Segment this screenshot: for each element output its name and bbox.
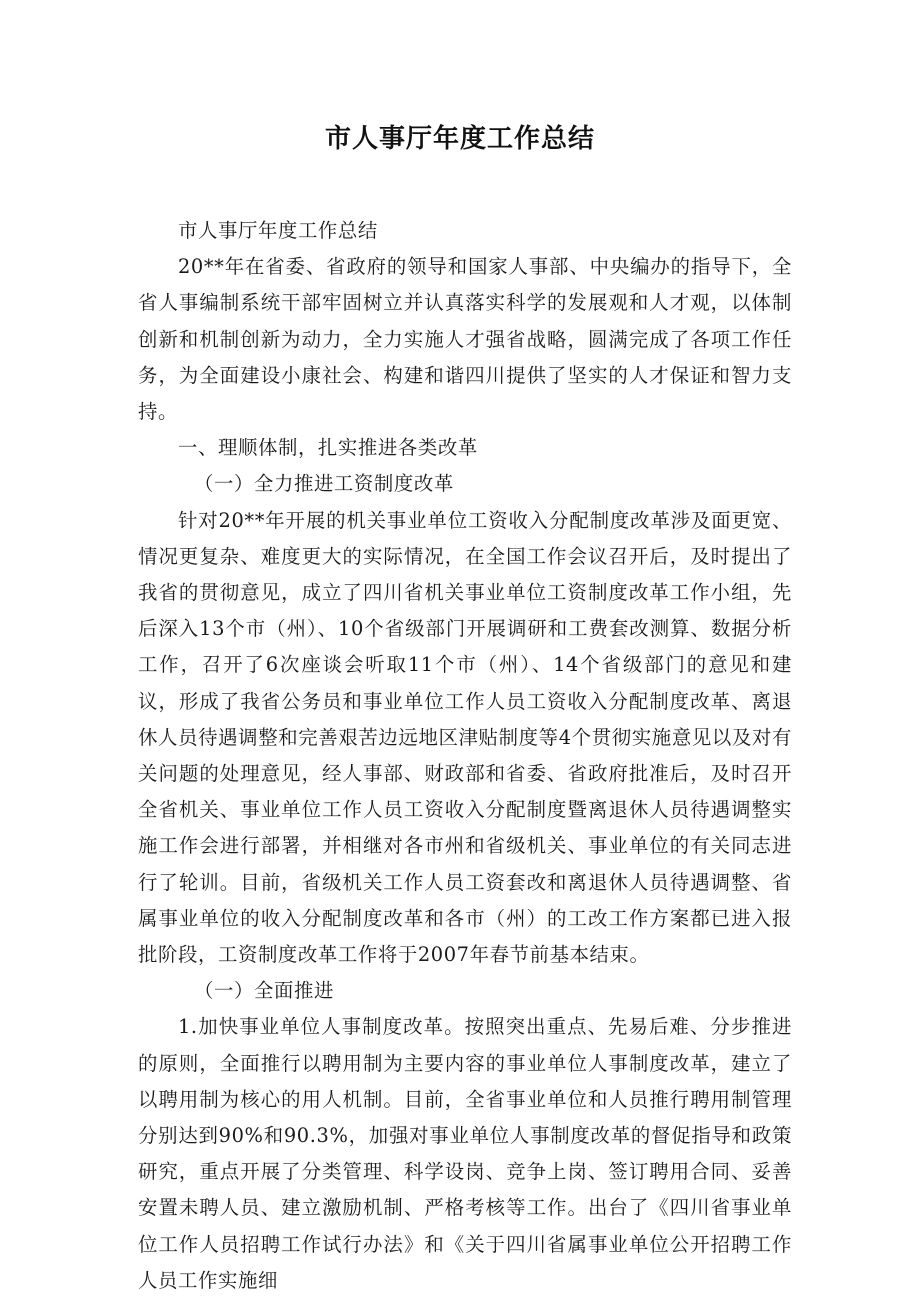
subsection-heading-1: （一）全力推进工资制度改革 (194, 472, 454, 496)
section-heading-1: 一、理顺体制，扎实推进各类改革 (178, 436, 478, 460)
paragraph-heading-repeat: 市人事厅年度工作总结 (178, 219, 378, 242)
subsection-heading-2: （一）全面推进 (194, 979, 334, 1003)
document-body (138, 213, 792, 1299)
paragraph-intro: 20**年在省委、省政府的领导和国家人事部、中央编办的指导下，全省人事编制系统干部牢固树立并认真落实科学的发展观和人才观，以体制创新和机制创新为动力，全力实施人才强省战略，圆满完成了各项工作任务，为全面建设小康社会、构建和谐四川提供了坚实的人才保证和智力支持。 (138, 255, 792, 424)
document-title: 市人事厅年度工作总结 (324, 124, 595, 154)
paragraph-salary-reform: 针对20**年开展的机关事业单位工资收入分配制度改革涉及面更宽、情况更复杂、难度更大的实际情况，在全国工作会议召开后，及时提出了我省的贯彻意见，成立了四川省机关事业单位工资制度改革工作小组，先后深入13个市（州）、10个省级部门开展调研和工费套改测算、数据分析工作，召开了6次座谈会听取11个市（州）、14个省级部门的意见和建议，形成了我省公务员和事业单位工作人员工资收入分配制度改革、离退休人员待遇调整和完善艰苦边远地区津贴制度等4个贯彻实施意见以及对有关问题的处理意见，经人事部、财政部和省委、省政府批准后，及时召开全省机关、事业单位工作人员工资收入分配制度暨离退休人员待遇调整实施工作会进行部署，并相继对各市州和省级机关、事业单位的有关同志进行了轮训。目前，省级机关工作人员工资套改和离退休人员待遇调整、省属事业单位的收入分配制度改革和各市（州）的工改工作方案都已进入报批阶段，工资制度改革工作将于2007年春节前基本结束。 (138, 508, 792, 967)
paragraph-personnel-reform: 1.加快事业单位人事制度改革。按照突出重点、先易后难、分步推进的原则，全面推行以聘用制为主要内容的事业单位人事制度改革，建立了以聘用制为核心的用人机制。目前，全省事业单位和人员推行聘用制管理分别达到90%和90.3%，加强对事业单位人事制度改革的督促指导和政策研究，重点开展了分类管理、科学设岗、竞争上岗、签订聘用合同、妥善安置未聘人员、建立激励机制、严格考核等工作。出台了《四川省事业单位工作人员招聘工作试行办法》和《关于四川省属事业单位公开招聘工作人员工作实施细 (138, 1015, 792, 1292)
